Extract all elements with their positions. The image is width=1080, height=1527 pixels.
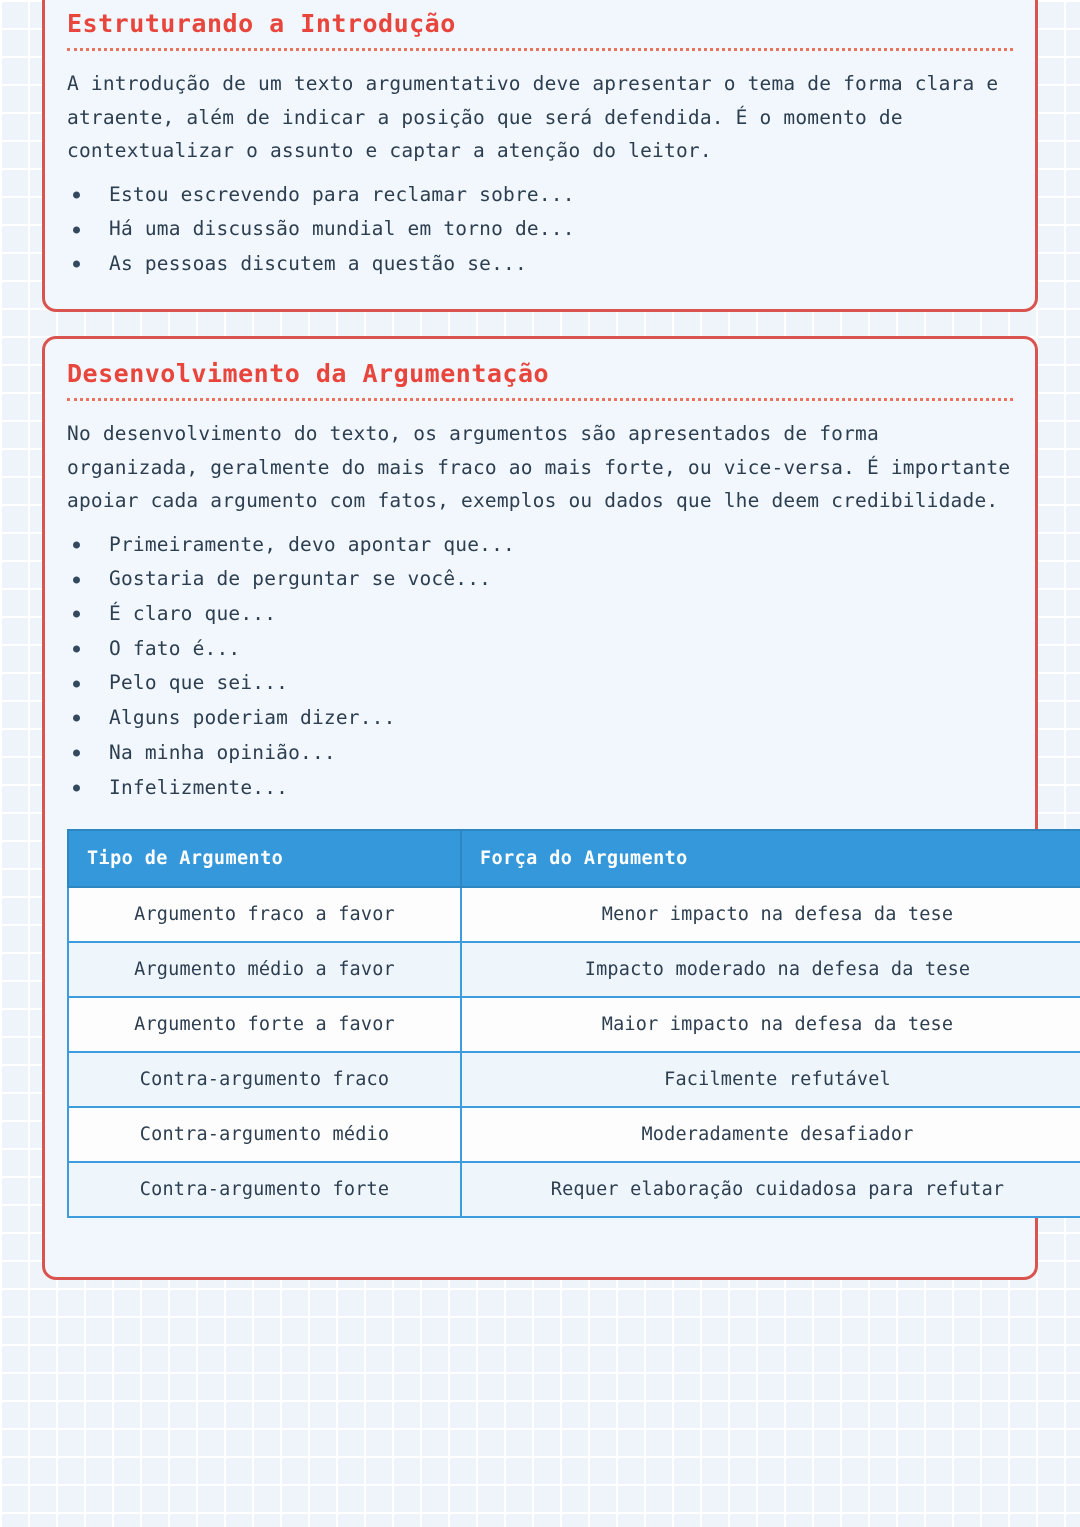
bullet-dot-icon xyxy=(73,715,80,722)
bullet-dot-icon xyxy=(73,541,80,548)
list-item-label: Gostaria de perguntar se você... xyxy=(109,567,492,591)
bullet-dot-icon xyxy=(73,784,80,791)
table-header-row xyxy=(68,830,1080,887)
table-cell-forca: Maior impacto na defesa da tese xyxy=(461,997,1080,1052)
list-item xyxy=(67,178,1013,213)
table-cell-tipo: Argumento forte a favor xyxy=(68,997,461,1052)
table-row xyxy=(68,1107,1080,1162)
table-body xyxy=(68,887,1080,1217)
list-item-label: Há uma discussão mundial em torno de... xyxy=(109,217,575,241)
table-header-tipo: Tipo de Argumento xyxy=(68,830,461,887)
card-paragraph-introducao: A introdução de um texto argumentativo deve apresentar o tema de forma clara e atraente, além de indicar a posição que será defendida. É o momento de contextualizar o assunto e captar a atenção do leitor. xyxy=(67,72,999,163)
table-row xyxy=(68,1052,1080,1107)
card-estruturando-a-introducao xyxy=(42,0,1038,312)
bullet-dot-icon xyxy=(73,611,80,618)
table-cell-tipo: Contra-argumento fraco xyxy=(68,1052,461,1107)
list-item-label: O fato é... xyxy=(109,636,241,660)
list-item-label: Alguns poderiam dizer... xyxy=(109,706,396,730)
bullet-dot-icon xyxy=(73,226,80,233)
card-heading-introducao: Estruturando a Introdução xyxy=(67,9,1013,51)
list-item-label: Primeiramente, devo apontar que... xyxy=(109,532,515,556)
argument-strength-table xyxy=(67,829,1080,1218)
table-row xyxy=(68,1162,1080,1217)
table-row xyxy=(68,942,1080,997)
list-item xyxy=(67,528,1013,563)
list-item xyxy=(67,212,1013,247)
bullet-dot-icon xyxy=(73,646,80,653)
list-item xyxy=(67,736,1013,771)
list-item-label: Infelizmente... xyxy=(109,775,289,799)
table-cell-forca: Impacto moderado na defesa da tese xyxy=(461,942,1080,997)
bullet-dot-icon xyxy=(73,576,80,583)
list-item-label: É claro que... xyxy=(109,602,277,625)
card-paragraph-desenvolvimento: No desenvolvimento do texto, os argumentos são apresentados de forma organizada, geralmente do mais fraco ao mais forte, ou vice-versa. É importante apoiar cada argumento com fatos, exemplos ou dados que lhe deem credibilidade. xyxy=(67,422,1011,513)
table-cell-tipo: Argumento fraco a favor xyxy=(68,887,461,942)
table-cell-forca: Facilmente refutável xyxy=(461,1052,1080,1107)
table-row xyxy=(68,887,1080,942)
list-item xyxy=(67,632,1013,667)
list-item-label: Estou escrevendo para reclamar sobre... xyxy=(109,182,575,206)
phrase-list-introducao xyxy=(67,178,1013,282)
table-cell-forca: Moderadamente desafiador xyxy=(461,1107,1080,1162)
list-item xyxy=(67,562,1013,597)
bullet-dot-icon xyxy=(73,680,80,687)
table-header-forca: Força do Argumento xyxy=(461,830,1080,887)
card-desenvolvimento-da-argumentacao xyxy=(42,336,1038,1280)
table-cell-tipo: Contra-argumento médio xyxy=(68,1107,461,1162)
list-item-label: Na minha opinião... xyxy=(109,740,336,764)
list-item xyxy=(67,247,1013,282)
card-heading-desenvolvimento: Desenvolvimento da Argumentação xyxy=(67,359,1013,401)
bullet-dot-icon xyxy=(73,261,80,268)
bullet-dot-icon xyxy=(73,750,80,757)
phrase-list-desenvolvimento xyxy=(67,528,1013,806)
bullet-dot-icon xyxy=(73,191,80,198)
table-cell-tipo: Contra-argumento forte xyxy=(68,1162,461,1217)
list-item-label: Pelo que sei... xyxy=(109,671,289,695)
list-item xyxy=(67,701,1013,736)
list-item xyxy=(67,666,1013,701)
table-cell-forca: Requer elaboração cuidadosa para refutar xyxy=(461,1162,1080,1217)
list-item xyxy=(67,597,1013,632)
table-row xyxy=(68,997,1080,1052)
list-item-label: As pessoas discutem a questão se... xyxy=(109,252,527,275)
table-head xyxy=(68,830,1080,887)
list-item xyxy=(67,771,1013,806)
table-cell-forca: Menor impacto na defesa da tese xyxy=(461,887,1080,942)
table-cell-tipo: Argumento médio a favor xyxy=(68,942,461,997)
